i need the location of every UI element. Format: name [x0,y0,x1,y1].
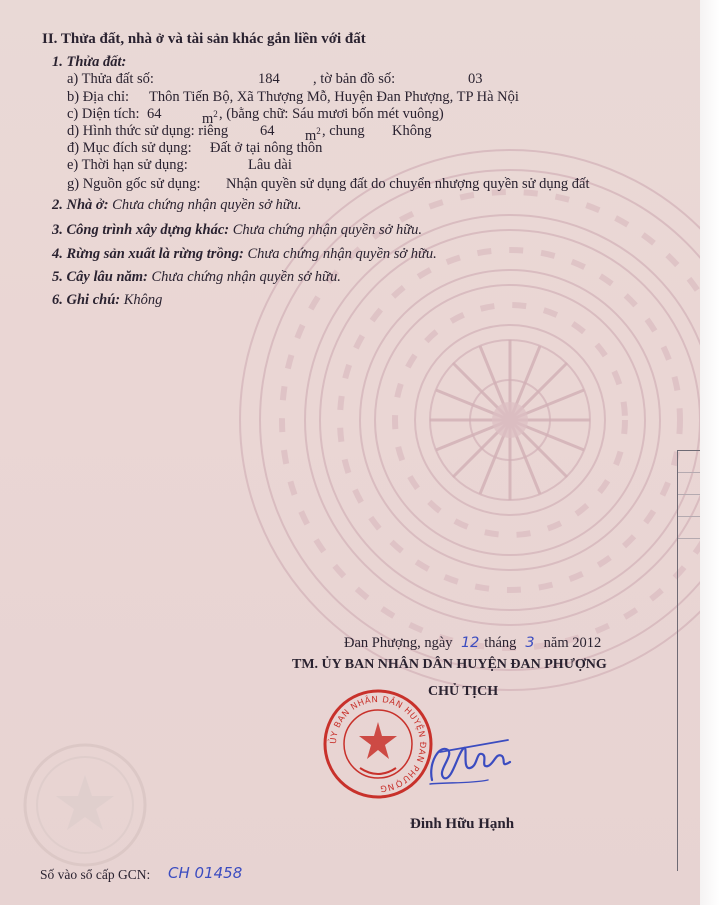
use-form-label: d) Hình thức sử dụng: riêng [67,123,229,139]
origin-value: Nhận quyền sử dụng đất do chuyển nhượng quyền sử dụng đất [226,176,590,192]
item-other-construction: 3. Công trình xây dựng khác: Chưa chứng nhận quyền sở hữu. [52,222,423,238]
item-notes: 6. Ghi chú: Không [52,292,163,308]
signature [418,722,522,792]
use-private-unit: $m^2$ [305,126,321,144]
page-edge [700,0,720,905]
authority-name: TM. ỦY BAN NHÂN DÂN HUYỆN ĐAN PHƯỢNG [292,657,607,672]
map-number: 03 [468,71,483,87]
parcel-label: a) Thửa đất số: [67,71,154,87]
area-label: c) Diện tích: [67,106,140,122]
purpose-label: đ) Mục đích sử dụng: [67,140,192,156]
term-value: Lâu dài [248,157,292,173]
registry-number: CH 01458 [168,864,243,882]
use-private-value: 64 [260,123,275,139]
item-house: 2. Nhà ở: Chưa chứng nhận quyền sở hữu. [52,197,302,213]
registry-label: Số vào sổ cấp GCN: [40,867,151,882]
item-planted-forest: 4. Rừng sản xuất là rừng trồng: Chưa chứng nhận quyền sở hữu. [52,246,437,262]
svg-text:ỦY BAN NHÂN DÂN HUYỆN ĐAN PHƯỢ: ỦY BAN NHÂN DÂN HUYỆN ĐAN PHƯỢNG [328,694,428,794]
area-value: 64 [147,106,162,122]
signer-name: Đinh Hữu Hạnh [410,816,515,832]
use-shared-value: Không [392,123,432,139]
address-label: b) Địa chỉ: [67,89,130,105]
signer-title: CHỦ TỊCH [428,684,499,699]
purpose-value: Đất ở tại nông thôn [210,140,323,156]
origin-label: g) Nguồn gốc sử dụng: [67,176,201,192]
area-in-words: , (bằng chữ: Sáu mươi bốn mét vuông) [219,106,444,122]
edge-table-strip [677,450,700,871]
place-date: Đan Phượng, ngày 12 tháng 3 năm 2012 [344,635,602,651]
map-label: , tờ bản đồ số: [313,71,396,87]
term-label: e) Thời hạn sử dụng: [67,157,188,173]
area-unit: $m^2$ [202,109,218,127]
item-perennial-trees: 5. Cây lâu năm: Chưa chứng nhận quyền sở hữu. [52,269,341,285]
use-shared-label: , chung [322,123,365,139]
parcel-number: 184 [258,71,280,87]
emblem-watermark [20,740,150,870]
land-heading: 1. Thửa đất: [52,54,127,70]
section-title: II. Thửa đất, nhà ở và tài sản khác gắn liền với đất [42,31,366,47]
address-value: Thôn Tiến Bộ, Xã Thượng Mỗ, Huyện Đan Phượng, TP Hà Nội [149,89,519,105]
